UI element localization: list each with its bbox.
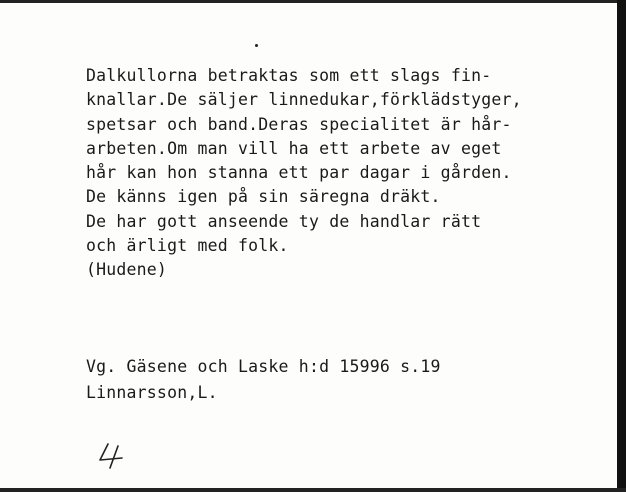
scan-border-bottom	[0, 488, 626, 492]
text-line: hår kan hon stanna ett par dagar i gården.	[86, 163, 512, 183]
card-body-text	[86, 64, 522, 283]
scan-border-top	[0, 0, 626, 3]
text-line: och ärligt med folk.	[86, 236, 289, 256]
text-line: knallar.De säljer linnedukar,förklädstyger,	[86, 90, 522, 110]
text-line: Dalkullorna betraktas som ett slags fin-	[86, 66, 492, 85]
text-line: spetsar och band.Deras specialitet är hår-	[86, 114, 512, 134]
handwritten-number-mark	[96, 438, 130, 472]
ink-speck	[255, 44, 258, 47]
text-line: arbeten.Om man vill ha ett arbete av eget	[86, 138, 502, 158]
text-line: (Hudene)	[86, 260, 168, 280]
text-line: De känns igen på sin säregna dräkt.	[86, 187, 441, 207]
source-reference	[86, 354, 441, 406]
source-line: Vg. Gäsene och Laske h:d 15996 s.19	[86, 357, 441, 376]
scan-border-right	[617, 0, 626, 492]
recorder-name: Linnarsson,L.	[86, 383, 218, 402]
text-line: De har gott anseende ty de handlar rätt	[86, 211, 482, 231]
